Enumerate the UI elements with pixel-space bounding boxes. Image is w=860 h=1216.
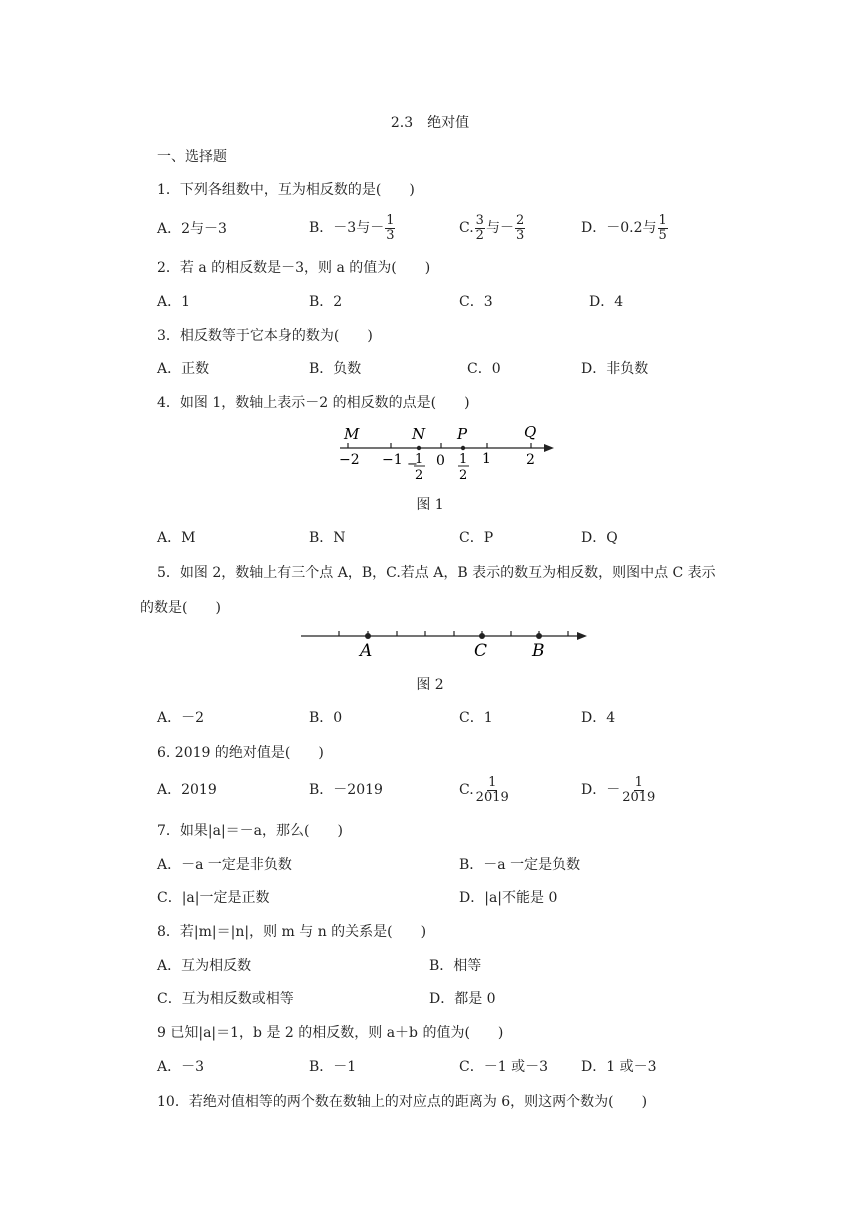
q8-option-c: C．互为相反数或相等	[157, 991, 294, 1007]
q4-option-a: A．M	[157, 530, 196, 546]
q1-option-a: A．2与－3	[157, 221, 227, 237]
q9-option-a: A．－3	[157, 1059, 205, 1075]
fraction: $\frac{3}{2}$	[475, 212, 484, 243]
tick-label-0: 0	[436, 453, 445, 469]
q6-option-b: B．－2019	[309, 782, 383, 798]
q1-option-d: D．－0.2与 $\frac{1}{5}$	[581, 212, 667, 243]
question-6-stem: 6. 2019 的绝对值是( )	[157, 745, 324, 761]
fraction: $\frac{1}{3}$	[386, 212, 395, 243]
tick-label-1: 1	[482, 451, 491, 467]
q2-option-a: A．1	[157, 294, 191, 310]
tick-label-2: 2	[526, 452, 535, 468]
q3-option-a: A．正数	[157, 361, 210, 377]
q4-option-b: B．N	[309, 530, 346, 546]
point-label-n: N	[412, 425, 426, 443]
question-4-stem: 4．如图 1，数轴上表示－2 的相反数的点是( )	[157, 395, 470, 411]
question-8-stem: 8．若|m|＝|n|，则 m 与 n 的关系是( )	[157, 924, 427, 940]
figure-2-number-line	[295, 620, 595, 662]
q7-option-c: C．|a|一定是正数	[157, 890, 270, 906]
frac-pos-den: 2	[459, 468, 468, 483]
q7-option-a: A．－a 一定是非负数	[157, 857, 292, 873]
question-2-stem: 2．若 a 的相反数是－3，则 a 的值为( )	[157, 260, 431, 276]
q8-option-a: A．互为相反数	[157, 958, 252, 974]
q5-option-b: B．0	[309, 710, 343, 726]
point-label-b: B	[532, 641, 545, 661]
q7-option-b: B．－a 一定是负数	[459, 857, 581, 873]
question-7-stem: 7．如果|a|＝－a，那么( )	[157, 823, 343, 839]
fraction: $\frac{1}{2019}$	[475, 774, 509, 805]
fraction: $\frac{1}{5}$	[658, 212, 667, 243]
q8-option-d: D．都是 0	[429, 991, 496, 1007]
q8-option-b: B．相等	[429, 958, 482, 974]
q7-option-d: D．|a|不能是 0	[459, 890, 558, 906]
q2-option-c: C．3	[459, 294, 493, 310]
q9-option-c: C．－1 或－3	[459, 1059, 548, 1075]
fraction: $\frac{2}{3}$	[515, 212, 525, 243]
q3-option-b: B．负数	[309, 361, 362, 377]
q6-option-d: D．－ $\frac{1}{2019}$	[581, 774, 656, 805]
figure-1-caption: 图 1	[416, 497, 444, 513]
q6-option-c: C. $\frac{1}{2019}$	[459, 774, 509, 805]
q9-option-d: D．1 或－3	[581, 1059, 657, 1075]
question-1-stem: 1．下列各组数中，互为相反数的是( )	[157, 182, 415, 198]
q9-option-b: B．－1	[309, 1059, 357, 1075]
section-heading: 一、选择题	[157, 149, 227, 165]
question-3-stem: 3．相反数等于它本身的数为( )	[157, 328, 373, 344]
question-5-stem-line1: 5．如图 2，数轴上有三个点 A，B，C.若点 A，B 表示的数互为相反数，则图中点 C 表示	[157, 565, 716, 581]
frac-neg-den: 2	[415, 468, 424, 483]
q4-option-d: D．Q	[581, 530, 618, 546]
tick-label-neg2: −2	[339, 452, 360, 468]
point-label-p: P	[457, 425, 468, 443]
point-label-m: M	[344, 425, 360, 443]
question-5-stem-line2: 的数是( )	[140, 600, 221, 616]
fraction: $\frac{1}{2019}$	[622, 774, 656, 805]
question-9-stem: 9 已知|a|＝1，b 是 2 的相反数，则 a＋b 的值为( )	[157, 1025, 504, 1041]
q5-option-c: C．1	[459, 710, 493, 726]
q3-option-c: C．0	[467, 361, 501, 377]
tick-label-neg1: −1	[382, 452, 403, 468]
figure-1-number-line	[330, 420, 560, 486]
page-title: 2.3 绝对值	[390, 115, 470, 131]
frac-neg-sign: −	[407, 457, 418, 472]
figure-2-caption: 图 2	[416, 677, 444, 693]
q5-option-d: D．4	[581, 710, 616, 726]
q1-option-c: C. $\frac{3}{2}$ 与－ $\frac{2}{3}$	[459, 212, 525, 243]
q2-option-d: D．4	[589, 294, 624, 310]
point-label-a: A	[360, 641, 373, 661]
q1-option-b: B．－3与－ $\frac{1}{3}$	[309, 212, 395, 243]
q6-option-a: A．2019	[157, 782, 217, 798]
frac-pos-num: 1	[459, 452, 468, 467]
frac-neg-num: 1	[415, 452, 424, 467]
q3-option-d: D．非负数	[581, 361, 649, 377]
point-label-c: C	[474, 641, 488, 661]
q4-option-c: C．P	[459, 530, 494, 546]
question-10-stem: 10．若绝对值相等的两个数在数轴上的对应点的距离为 6，则这两个数为( )	[157, 1094, 648, 1110]
q2-option-b: B．2	[309, 294, 343, 310]
q5-option-a: A．－2	[157, 710, 205, 726]
point-label-q: Q	[524, 423, 537, 441]
